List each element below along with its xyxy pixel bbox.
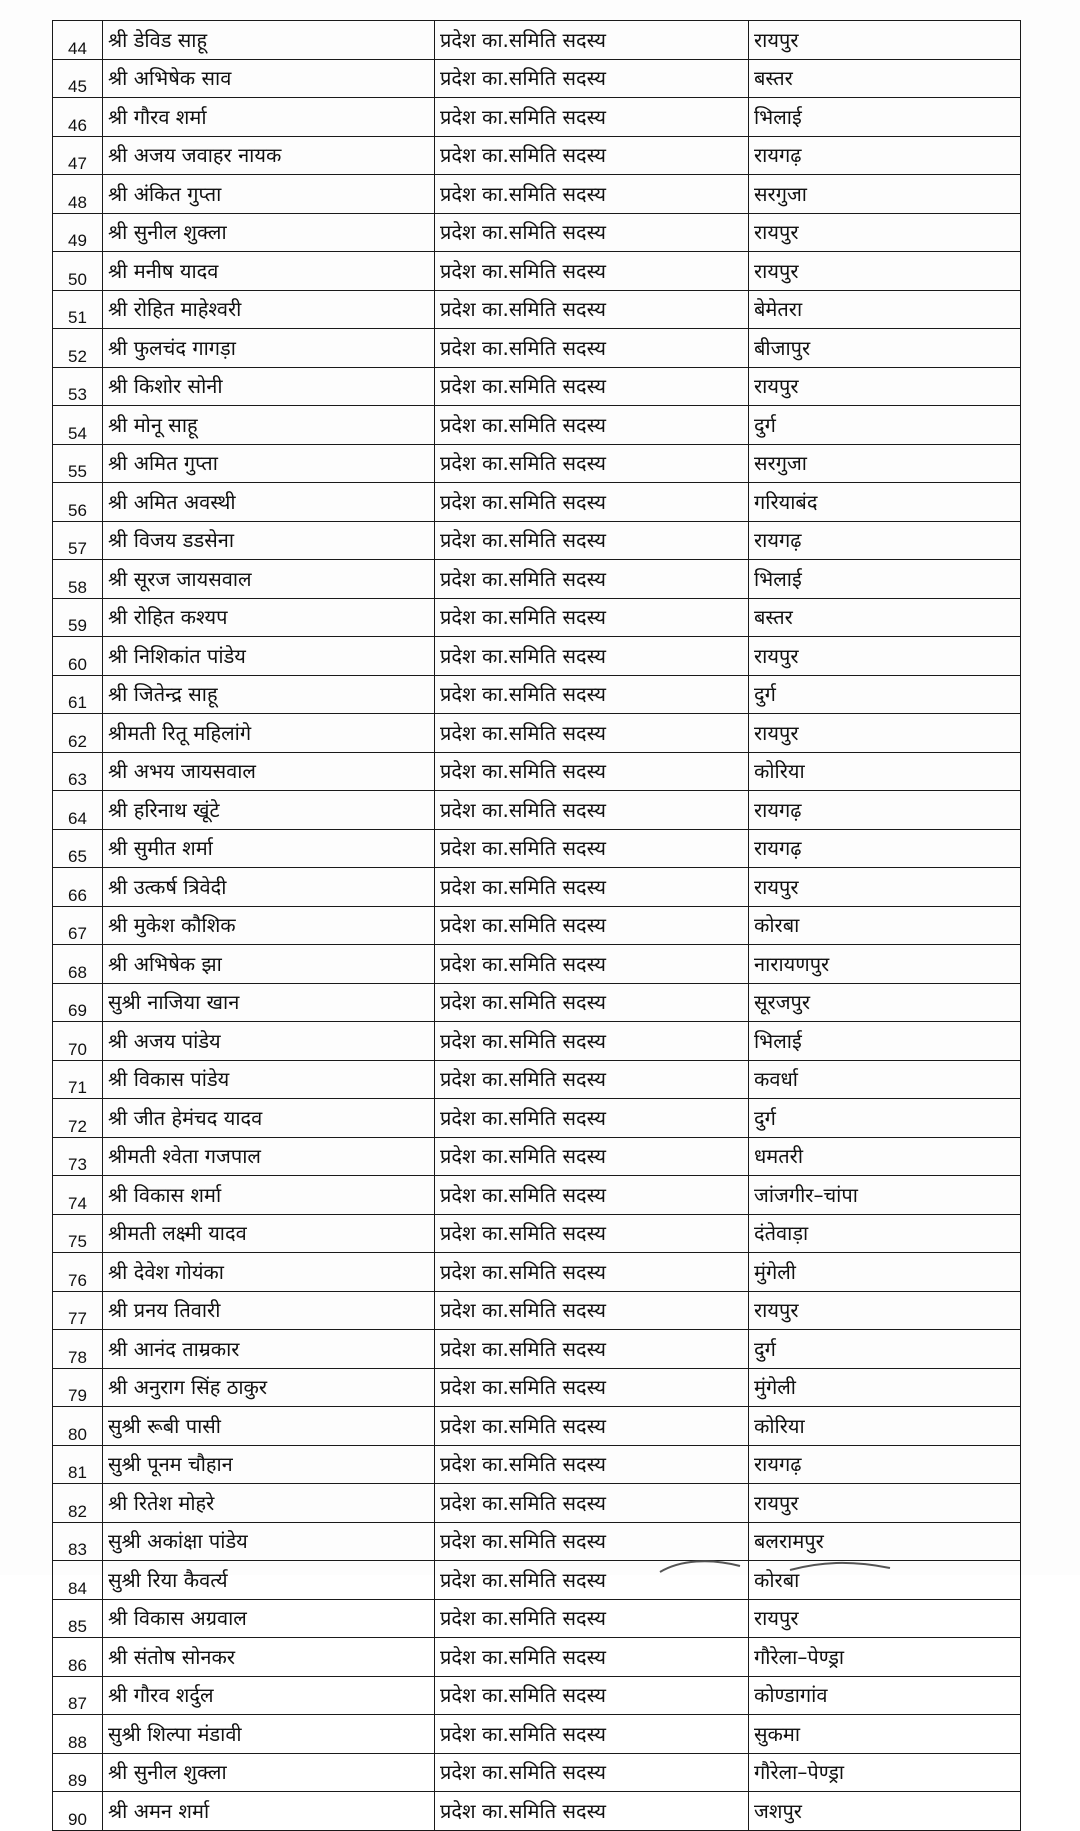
district-cell: दुर्ग <box>749 675 1021 714</box>
member-name-cell: श्री अभिषेक साव <box>103 59 435 98</box>
serial-number-cell: 57 <box>53 521 103 560</box>
post-cell: प्रदेश का.समिति सदस्य <box>435 1715 749 1754</box>
member-name-cell: श्री देवेश गोयंका <box>103 1253 435 1292</box>
member-name-cell: श्रीमती लक्ष्मी यादव <box>103 1214 435 1253</box>
post-cell: प्रदेश का.समिति सदस्य <box>435 1291 749 1330</box>
post-cell: प्रदेश का.समिति सदस्य <box>435 213 749 252</box>
district-cell: भिलाई <box>749 1022 1021 1061</box>
table-row <box>53 752 1021 791</box>
district-cell: बीजापुर <box>749 329 1021 368</box>
table-row <box>53 906 1021 945</box>
post-cell: प्रदेश का.समिति सदस्य <box>435 1022 749 1061</box>
member-name-cell: श्री प्रनय तिवारी <box>103 1291 435 1330</box>
district-cell: सरगुजा <box>749 175 1021 214</box>
serial-number-cell: 45 <box>53 59 103 98</box>
serial-number-cell: 75 <box>53 1214 103 1253</box>
table-row <box>53 1368 1021 1407</box>
serial-number-cell: 55 <box>53 444 103 483</box>
post-cell: प्रदेश का.समिति सदस्य <box>435 598 749 637</box>
post-cell: प्रदेश का.समिति सदस्य <box>435 1176 749 1215</box>
serial-number-cell: 54 <box>53 406 103 445</box>
serial-number-cell: 80 <box>53 1407 103 1446</box>
district-cell: भिलाई <box>749 560 1021 599</box>
member-name-cell: श्री जितेन्द्र साहू <box>103 675 435 714</box>
post-cell: प्रदेश का.समिति सदस्य <box>435 1676 749 1715</box>
serial-number-cell: 89 <box>53 1753 103 1792</box>
post-cell: प्रदेश का.समिति सदस्य <box>435 1753 749 1792</box>
table-row <box>53 1060 1021 1099</box>
table-row <box>53 136 1021 175</box>
serial-number-cell: 84 <box>53 1561 103 1600</box>
table-row <box>53 1291 1021 1330</box>
district-cell: रायपुर <box>749 213 1021 252</box>
member-name-cell: श्री गौरव शर्मा <box>103 98 435 137</box>
serial-number-cell: 85 <box>53 1599 103 1638</box>
post-cell: प्रदेश का.समिति सदस्य <box>435 560 749 599</box>
post-cell: प्रदेश का.समिति सदस्य <box>435 1561 749 1600</box>
district-cell: गौरेला–पेण्ड्रा <box>749 1753 1021 1792</box>
district-cell: बेमेतरा <box>749 290 1021 329</box>
post-cell: प्रदेश का.समिति सदस्य <box>435 1445 749 1484</box>
table-row <box>53 1445 1021 1484</box>
serial-number-cell: 78 <box>53 1330 103 1369</box>
table-row <box>53 1137 1021 1176</box>
member-name-cell: श्री फुलचंद गागड़ा <box>103 329 435 368</box>
serial-number-cell: 86 <box>53 1638 103 1677</box>
member-name-cell: श्री हरिनाथ खूंटे <box>103 791 435 830</box>
serial-number-cell: 64 <box>53 791 103 830</box>
table-row <box>53 829 1021 868</box>
table-row <box>53 1599 1021 1638</box>
district-cell: रायगढ़ <box>749 791 1021 830</box>
signature-mark <box>620 1554 920 1574</box>
table-row <box>53 1715 1021 1754</box>
table-row <box>53 1022 1021 1061</box>
member-name-cell: श्री अनुराग सिंह ठाकुर <box>103 1368 435 1407</box>
post-cell: प्रदेश का.समिति सदस्य <box>435 637 749 676</box>
serial-number-cell: 48 <box>53 175 103 214</box>
table-row <box>53 290 1021 329</box>
member-name-cell: श्री संतोष सोनकर <box>103 1638 435 1677</box>
post-cell: प्रदेश का.समिति सदस्य <box>435 1214 749 1253</box>
member-name-cell: श्रीमती श्वेता गजपाल <box>103 1137 435 1176</box>
member-name-cell: सुश्री अकांक्षा पांडेय <box>103 1522 435 1561</box>
district-cell: कोरिया <box>749 752 1021 791</box>
member-name-cell: श्री सुनील शुक्ला <box>103 213 435 252</box>
district-cell: कोण्डागांव <box>749 1676 1021 1715</box>
district-cell: भिलाई <box>749 98 1021 137</box>
serial-number-cell: 82 <box>53 1484 103 1523</box>
serial-number-cell: 60 <box>53 637 103 676</box>
table-row <box>53 1792 1021 1831</box>
member-name-cell: सुश्री पूनम चौहान <box>103 1445 435 1484</box>
member-name-cell: श्री उत्कर्ष त्रिवेदी <box>103 868 435 907</box>
serial-number-cell: 58 <box>53 560 103 599</box>
member-name-cell: श्री रितेश मोहरे <box>103 1484 435 1523</box>
serial-number-cell: 66 <box>53 868 103 907</box>
table-row <box>53 868 1021 907</box>
post-cell: प्रदेश का.समिति सदस्य <box>435 829 749 868</box>
district-cell: रायपुर <box>749 1599 1021 1638</box>
table-row <box>53 213 1021 252</box>
post-cell: प्रदेश का.समिति सदस्य <box>435 406 749 445</box>
serial-number-cell: 72 <box>53 1099 103 1138</box>
serial-number-cell: 71 <box>53 1060 103 1099</box>
table-row <box>53 1638 1021 1677</box>
district-cell: जशपुर <box>749 1792 1021 1831</box>
post-cell: प्रदेश का.समिति सदस्य <box>435 329 749 368</box>
post-cell: प्रदेश का.समिति सदस्य <box>435 1253 749 1292</box>
serial-number-cell: 59 <box>53 598 103 637</box>
serial-number-cell: 88 <box>53 1715 103 1754</box>
table-row <box>53 945 1021 984</box>
serial-number-cell: 46 <box>53 98 103 137</box>
district-cell: रायपुर <box>749 1484 1021 1523</box>
serial-number-cell: 77 <box>53 1291 103 1330</box>
district-cell: धमतरी <box>749 1137 1021 1176</box>
post-cell: प्रदेश का.समिति सदस्य <box>435 21 749 60</box>
district-cell: मुंगेली <box>749 1253 1021 1292</box>
district-cell: सरगुजा <box>749 444 1021 483</box>
member-name-cell: श्री मोनू साहू <box>103 406 435 445</box>
serial-number-cell: 49 <box>53 213 103 252</box>
post-cell: प्रदेश का.समिति सदस्य <box>435 98 749 137</box>
post-cell: प्रदेश का.समिति सदस्य <box>435 791 749 830</box>
post-cell: प्रदेश का.समिति सदस्य <box>435 1522 749 1561</box>
serial-number-cell: 87 <box>53 1676 103 1715</box>
table-row <box>53 1753 1021 1792</box>
serial-number-cell: 68 <box>53 945 103 984</box>
district-cell: बस्तर <box>749 598 1021 637</box>
district-cell: सुकमा <box>749 1715 1021 1754</box>
district-cell: रायपुर <box>749 367 1021 406</box>
member-name-cell: श्री अमन शर्मा <box>103 1792 435 1831</box>
district-cell: कोरिया <box>749 1407 1021 1446</box>
serial-number-cell: 76 <box>53 1253 103 1292</box>
member-name-cell: श्रीमती रितू महिलांगे <box>103 714 435 753</box>
serial-number-cell: 44 <box>53 21 103 60</box>
district-cell: गौरेला–पेण्ड्रा <box>749 1638 1021 1677</box>
table-row <box>53 1099 1021 1138</box>
district-cell: रायगढ़ <box>749 136 1021 175</box>
member-name-cell: श्री अमित अवस्थी <box>103 483 435 522</box>
district-cell: रायपुर <box>749 1291 1021 1330</box>
post-cell: प्रदेश का.समिति सदस्य <box>435 1137 749 1176</box>
member-name-cell: श्री विकास पांडेय <box>103 1060 435 1099</box>
post-cell: प्रदेश का.समिति सदस्य <box>435 675 749 714</box>
serial-number-cell: 61 <box>53 675 103 714</box>
member-name-cell: श्री विजय डडसेना <box>103 521 435 560</box>
district-cell: दुर्ग <box>749 1330 1021 1369</box>
post-cell: प्रदेश का.समिति सदस्य <box>435 59 749 98</box>
serial-number-cell: 73 <box>53 1137 103 1176</box>
serial-number-cell: 74 <box>53 1176 103 1215</box>
post-cell: प्रदेश का.समिति सदस्य <box>435 444 749 483</box>
table-row <box>53 59 1021 98</box>
post-cell: प्रदेश का.समिति सदस्य <box>435 367 749 406</box>
member-name-cell: सुश्री रूबी पासी <box>103 1407 435 1446</box>
serial-number-cell: 63 <box>53 752 103 791</box>
post-cell: प्रदेश का.समिति सदस्य <box>435 1368 749 1407</box>
district-cell: नारायणपुर <box>749 945 1021 984</box>
post-cell: प्रदेश का.समिति सदस्य <box>435 906 749 945</box>
member-name-cell: श्री जीत हेमंचद यादव <box>103 1099 435 1138</box>
serial-number-cell: 83 <box>53 1522 103 1561</box>
table-row <box>53 637 1021 676</box>
member-name-cell: श्री निशिकांत पांडेय <box>103 637 435 676</box>
district-cell: रायपुर <box>749 637 1021 676</box>
post-cell: प्रदेश का.समिति सदस्य <box>435 714 749 753</box>
serial-number-cell: 51 <box>53 290 103 329</box>
member-name-cell: श्री गौरव शर्दुल <box>103 1676 435 1715</box>
district-cell: कोरबा <box>749 906 1021 945</box>
district-cell: दंतेवाड़ा <box>749 1214 1021 1253</box>
post-cell: प्रदेश का.समिति सदस्य <box>435 945 749 984</box>
member-name-cell: श्री सुनील शुक्ला <box>103 1753 435 1792</box>
table-row <box>53 1484 1021 1523</box>
post-cell: प्रदेश का.समिति सदस्य <box>435 175 749 214</box>
table-row <box>53 406 1021 445</box>
member-name-cell: श्री डेविड साहू <box>103 21 435 60</box>
member-name-cell: श्री अभय जायसवाल <box>103 752 435 791</box>
post-cell: प्रदेश का.समिति सदस्य <box>435 1599 749 1638</box>
table-row <box>53 675 1021 714</box>
table-row <box>53 252 1021 291</box>
member-name-cell: श्री मुकेश कौशिक <box>103 906 435 945</box>
post-cell: प्रदेश का.समिति सदस्य <box>435 290 749 329</box>
serial-number-cell: 56 <box>53 483 103 522</box>
post-cell: प्रदेश का.समिति सदस्य <box>435 521 749 560</box>
table-row <box>53 21 1021 60</box>
serial-number-cell: 81 <box>53 1445 103 1484</box>
post-cell: प्रदेश का.समिति सदस्य <box>435 752 749 791</box>
district-cell: कवर्धा <box>749 1060 1021 1099</box>
member-name-cell: श्री रोहित माहेश्वरी <box>103 290 435 329</box>
member-name-cell: श्री अजय जवाहर नायक <box>103 136 435 175</box>
table-row <box>53 560 1021 599</box>
serial-number-cell: 62 <box>53 714 103 753</box>
serial-number-cell: 79 <box>53 1368 103 1407</box>
district-cell: दुर्ग <box>749 1099 1021 1138</box>
table-row <box>53 521 1021 560</box>
member-name-cell: सुश्री रिया कैवर्त्य <box>103 1561 435 1600</box>
serial-number-cell: 53 <box>53 367 103 406</box>
district-cell: बलरामपुर <box>749 1522 1021 1561</box>
member-name-cell: श्री अभिषेक झा <box>103 945 435 984</box>
post-cell: प्रदेश का.समिति सदस्य <box>435 983 749 1022</box>
table-row <box>53 98 1021 137</box>
serial-number-cell: 47 <box>53 136 103 175</box>
post-cell: प्रदेश का.समिति सदस्य <box>435 1099 749 1138</box>
district-cell: मुंगेली <box>749 1368 1021 1407</box>
post-cell: प्रदेश का.समिति सदस्य <box>435 252 749 291</box>
district-cell: जांजगीर–चांपा <box>749 1176 1021 1215</box>
table-row <box>53 367 1021 406</box>
district-cell: रायपुर <box>749 714 1021 753</box>
member-name-cell: श्री अंकित गुप्ता <box>103 175 435 214</box>
table-row <box>53 1676 1021 1715</box>
serial-number-cell: 69 <box>53 983 103 1022</box>
member-name-cell: श्री विकास अग्रवाल <box>103 1599 435 1638</box>
member-name-cell: श्री सूरज जायसवाल <box>103 560 435 599</box>
table-row <box>53 1253 1021 1292</box>
district-cell: रायगढ़ <box>749 829 1021 868</box>
table-row <box>53 175 1021 214</box>
serial-number-cell: 52 <box>53 329 103 368</box>
member-name-cell: सुश्री शिल्पा मंडावी <box>103 1715 435 1754</box>
member-name-cell: श्री रोहित कश्यप <box>103 598 435 637</box>
table-row <box>53 483 1021 522</box>
table-row <box>53 1330 1021 1369</box>
table-row <box>53 1176 1021 1215</box>
member-name-cell: श्री मनीष यादव <box>103 252 435 291</box>
member-name-cell: श्री सुमीत शर्मा <box>103 829 435 868</box>
table-row <box>53 444 1021 483</box>
table-row <box>53 1407 1021 1446</box>
serial-number-cell: 90 <box>53 1792 103 1831</box>
member-name-cell: श्री अमित गुप्ता <box>103 444 435 483</box>
table-row <box>53 714 1021 753</box>
district-cell: दुर्ग <box>749 406 1021 445</box>
post-cell: प्रदेश का.समिति सदस्य <box>435 483 749 522</box>
post-cell: प्रदेश का.समिति सदस्य <box>435 1060 749 1099</box>
table-row <box>53 983 1021 1022</box>
member-name-cell: श्री आनंद ताम्रकार <box>103 1330 435 1369</box>
post-cell: प्रदेश का.समिति सदस्य <box>435 1792 749 1831</box>
post-cell: प्रदेश का.समिति सदस्य <box>435 1638 749 1677</box>
district-cell: रायगढ़ <box>749 521 1021 560</box>
district-cell: बस्तर <box>749 59 1021 98</box>
table-row <box>53 598 1021 637</box>
post-cell: प्रदेश का.समिति सदस्य <box>435 868 749 907</box>
district-cell: सूरजपुर <box>749 983 1021 1022</box>
post-cell: प्रदेश का.समिति सदस्य <box>435 1407 749 1446</box>
post-cell: प्रदेश का.समिति सदस्य <box>435 136 749 175</box>
table-row <box>53 329 1021 368</box>
district-cell: रायगढ़ <box>749 1445 1021 1484</box>
table-row <box>53 1214 1021 1253</box>
district-cell: रायपुर <box>749 252 1021 291</box>
serial-number-cell: 70 <box>53 1022 103 1061</box>
serial-number-cell: 65 <box>53 829 103 868</box>
member-name-cell: श्री विकास शर्मा <box>103 1176 435 1215</box>
post-cell: प्रदेश का.समिति सदस्य <box>435 1484 749 1523</box>
serial-number-cell: 50 <box>53 252 103 291</box>
post-cell: प्रदेश का.समिति सदस्य <box>435 1330 749 1369</box>
serial-number-cell: 67 <box>53 906 103 945</box>
member-name-cell: श्री अजय पांडेय <box>103 1022 435 1061</box>
member-name-cell: श्री किशोर सोनी <box>103 367 435 406</box>
district-cell: कोरबा <box>749 1561 1021 1600</box>
district-cell: गरियाबंद <box>749 483 1021 522</box>
district-cell: रायपुर <box>749 21 1021 60</box>
member-name-cell: सुश्री नाजिया खान <box>103 983 435 1022</box>
table-row <box>53 791 1021 830</box>
district-cell: रायपुर <box>749 868 1021 907</box>
